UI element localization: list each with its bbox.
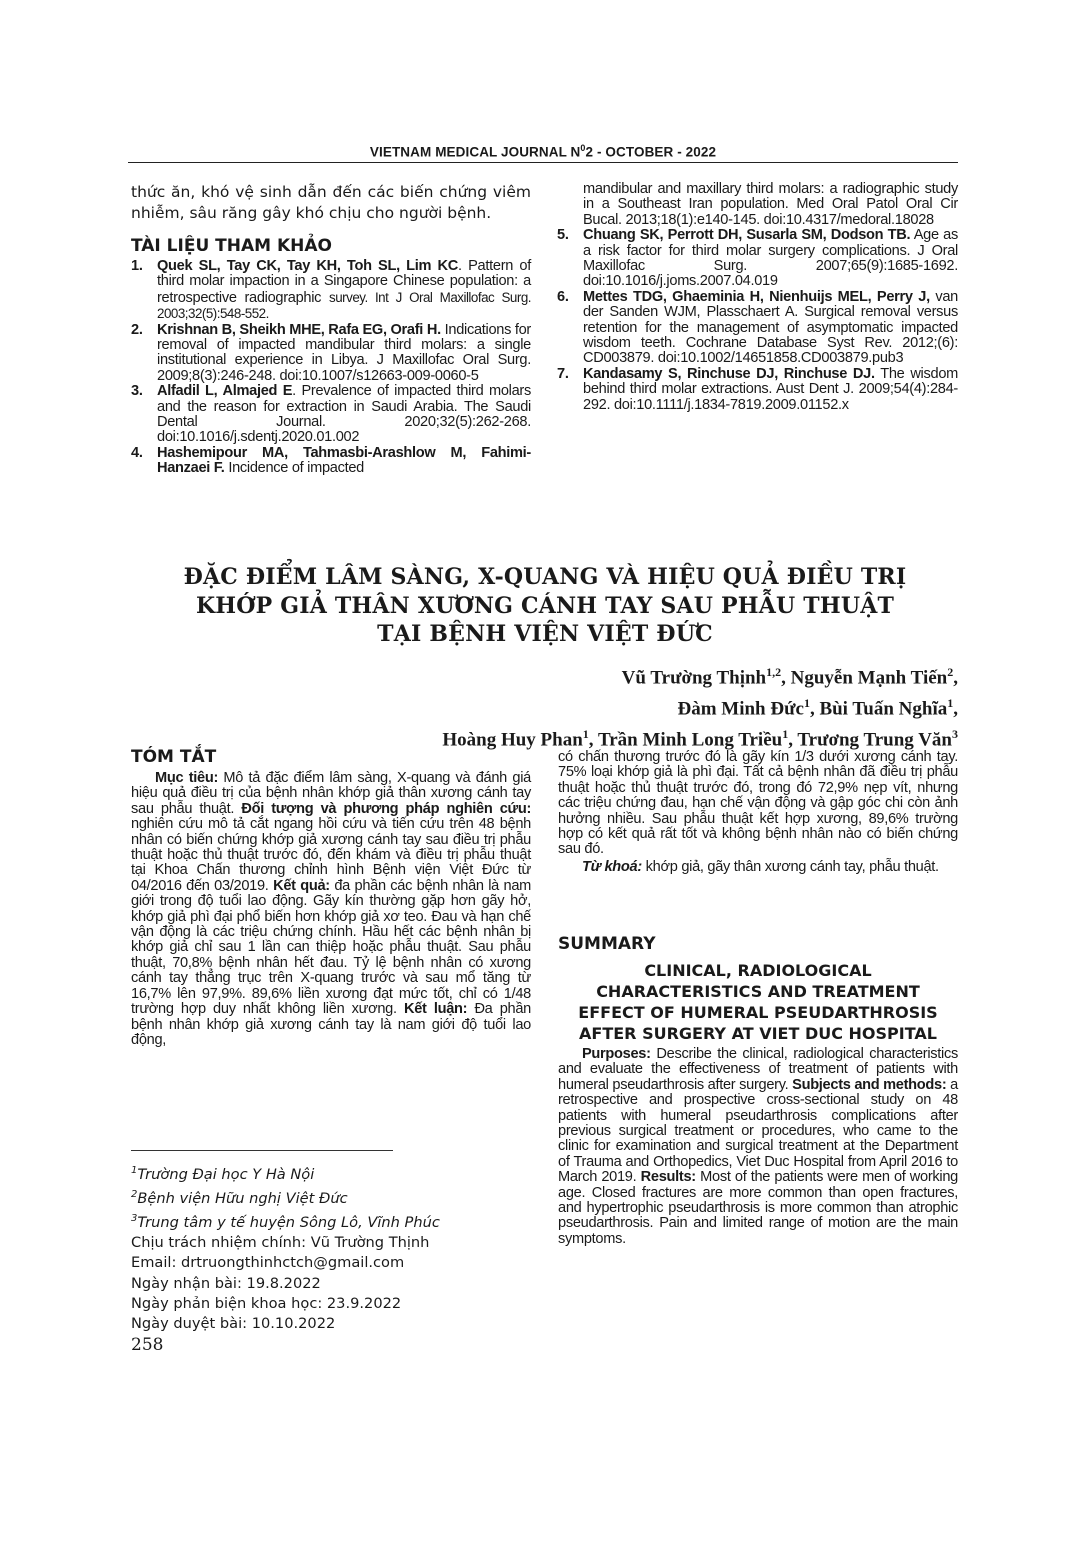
reference-text: The wisdom behind third molar extractions. Aust Dent J. 2009;54(4):284-292. doi:10.1111/j.1834-7819.2009.01152.x (583, 365, 958, 413)
keywords-text: khớp giả, gãy thân xương cánh tay, phẫu thuật. (641, 858, 939, 875)
reviewed-date: Ngày phản biện khoa học: 23.9.2022 (131, 1294, 402, 1312)
header-rule (128, 162, 958, 163)
conclusion-text: Đa phần bệnh nhân khớp giả xương cánh tay là nam giới độ tuổi lao động, (131, 1001, 531, 1048)
page-number: 258 (131, 1335, 164, 1355)
journal-no-sup: 0 (580, 143, 586, 153)
author-name: Bùi Tuấn Nghĩa (819, 698, 948, 720)
author-affiliation: 3 (952, 726, 958, 741)
reference-number: 5. (557, 227, 569, 244)
references-list-right (557, 181, 958, 413)
abstract-vi-paragraph (131, 771, 531, 1048)
reference-text: Indications for removal of impacted mandibular third molars: a single institutional experience in Libya. J Maxillofac Oral Surg. 2009;8(3):246-248. doi:10.1007/s12663-009-0060-5 (157, 321, 531, 384)
reference-authors: Hashemipour MA, Tahmasbi-Arashlow M, Fahimi-Hanzaei F. (157, 444, 531, 477)
author-name: Trần Minh Long Triều (597, 728, 783, 750)
article-title-line: TẠI BỆNH VIỆN VIỆT ĐỨC (377, 621, 713, 647)
reference-authors: Kandasamy S, Rinchuse DJ, Rinchuse DJ. (583, 365, 875, 382)
reference-authors: Alfadil L, Almajed E (157, 383, 293, 400)
author-name: Nguyễn Mạnh Tiến (790, 667, 948, 689)
abstract-vi-heading: TÓM TẮT (131, 747, 217, 767)
reference-item (131, 259, 531, 323)
results-label: Kết quả: (273, 877, 330, 894)
references-heading: TÀI LIỆU THAM KHẢO (131, 236, 332, 256)
article-title-line: KHỚP GIẢ THÂN XƯƠNG CÁNH TAY SAU PHẪU THUẬT (195, 592, 895, 619)
accepted-date: Ngày duyệt bài: 10.10.2022 (131, 1315, 336, 1332)
affiliation-footnote: $^1$Trường Đại học Y Hà Nội (131, 1165, 315, 1183)
keywords-label: Từ khoá: (582, 858, 642, 875)
article-title-line: ĐẶC ĐIỂM LÂM SÀNG, X-QUANG VÀ HIỆU QUẢ ĐIỀU TRỊ (183, 564, 907, 590)
reference-item (131, 323, 531, 385)
journal-issue: 2 - OCTOBER - 2022 (585, 144, 717, 160)
reference-text: van der Sanden WJM, Plasschaert A. Surgical removal versus retention for the management of asymptomatic impacted wisdom teeth. Cochrane Database Syst Rev. 2012;(6): CD003879. doi:10.1002/14651858.CD003879.pub3 (583, 288, 958, 367)
author-affiliation: 1 (803, 695, 810, 710)
summary-heading: SUMMARY (558, 934, 656, 954)
contact-email: Email: drtruongthinhctch@gmail.com (131, 1254, 405, 1272)
author-affiliation: 1 (947, 695, 954, 710)
affiliation-footnote: $^2$Bệnh viện Hữu nghị Việt Đức (131, 1189, 348, 1207)
reference-extra: survey. Int J Oral Maxillofac Surg. 2003;32(5):548-552. (157, 289, 532, 322)
methods-label: Đối tượng và phương pháp nghiên cứu: (241, 800, 532, 817)
reference-text: . Prevalence of impacted third molars and the reason for extraction in Saudi Arabia. The Saudi Dental Journal. 2020;32(5):262-268. doi:10.1016/j.sdentj.2020.01.002 (157, 383, 531, 446)
author-list: Vũ Trường Thịnh$^{1,2}$, Nguyễn Mạnh Tiến$^2$, Đàm Minh Đức$^1$, Bùi Tuấn Nghĩa$^1$, Hoàng Huy Phan$^1$, Trần Minh Long Triều$^1$, Trương Trung Văn$^3$ (442, 665, 958, 750)
results-text: đa phần các bệnh nhân là nam giới trong độ tuổi lao động. Gãy kín thường gặp hơn gãy hở, khớp giả phì đại phổ biến hơn khớp giả xơ teo. Đau và hạn chế vận động là các triệu chứng chính. Hầu hết các bệnh nhân bị khớp giả chỉ sau 1 lần can thiệp hoặc phẫu thuật. Sau phẫu thuật, 70,8% bệnh nhân hết đau. Tỷ lệ bệnh nhân có xương cánh tay thẳng trục trên X-quang trước và sau mổ tăng từ 16,7% lên 97,9%. 89,6% liền xương đạt mức tốt, chỉ có 1/48 trường hợp duy nhất không liền xương. (131, 877, 531, 1018)
author-name: Đàm Minh Đức (677, 698, 804, 720)
author-name: Vũ Trường Thịnh (621, 667, 767, 689)
conclusion-label: Kết luận: (403, 1001, 468, 1018)
author-affiliation: 1 (782, 726, 789, 741)
abstract-vi-continuation (558, 750, 958, 875)
footnotes (131, 1161, 440, 1334)
objective-text: Mô tả đặc điểm lâm sàng, X-quang và đánh giá hiệu quả điều trị của bệnh nhân khớp giả thân xương cánh tay sau phẫu thuật. (131, 770, 531, 817)
en-methods-text: a retrospective and prospective cross-sectional study on 48 patients with humeral pseudarthrosis complications after previous surgical treatment or procedures, who came to the clinic for examination and surgical treatment at the Department of Trauma and Orthopedics, Viet Duc Hospital from April 2016 to March 2019. (558, 1076, 958, 1186)
reference-number: 6. (557, 288, 569, 305)
journal-name: VIETNAM MEDICAL JOURNAL N (369, 144, 581, 160)
responsible-author: Chịu trách nhiệm chính: Vũ Trường Thịnh (131, 1234, 430, 1252)
journal-header (128, 143, 958, 160)
reference-item (131, 384, 531, 446)
reference-number: 7. (557, 365, 569, 382)
author-name: Hoàng Huy Phan (442, 728, 583, 750)
reference-item (131, 446, 531, 477)
reference-item (557, 367, 958, 413)
reference-authors: Mettes TDG, Ghaeminia H, Nienhuijs MEL, Perry J, (583, 288, 930, 305)
reference-text: Age as a risk factor for third molar surgery complications. J Oral Maxillofac Surg. 2007;65(9):1685-1692. doi:10.1016/j.joms.2007.04.019 (583, 227, 958, 290)
received-date: Ngày nhận bài: 19.8.2022 (131, 1274, 321, 1292)
footnote-rule (131, 1150, 393, 1151)
en-results-label: Results: (640, 1169, 696, 1186)
conclusion-continuation: có chấn thương trước đó là gãy kín 1/3 dưới xương cánh tay. 75% loại khớp giả là phì đại. Tất cả bệnh nhân đã điều trị phẫu thuật hoặc thủ thuật trước đó, trong đó 72,9% nẹp vít, nhưng các triệu chứng đau, hạn chế vận động và gập góc chi còn ảnh hưởng nhiều. Sau phẫu thuật kết hợp xương, 89,6% trường hợp có kết quả rất tốt và không bệnh nhân nào có biến chứng sau đó. (558, 749, 958, 858)
keywords-line (558, 860, 958, 875)
purposes-label: Purposes: (582, 1046, 651, 1062)
reference-continuation: mandibular and maxillary third molars: a radiographic study in a Southeast Iran population. Med Oral Patol Oral Cir Bucal. 2013;18(1):e140-145. doi:10.4317/medoral.18028 (583, 181, 958, 228)
abstract-en-paragraph (558, 1047, 958, 1247)
methods-text: nghiên cứu mô tả cắt ngang hồi cứu và tiến cứu trên 48 bệnh nhân có biến chứng khớp giả xương cánh tay sau điều trị phẫu thuật hoặc thủ thuật trước đó, đến khám và điều trị phẫu thuật tại Khoa Chấn thương chỉnh hình Bệnh viện Việt Đức từ 04/2016 đến 03/2019. (131, 816, 531, 894)
reference-number: 1. (131, 258, 143, 274)
en-results-text: Most of the patients were men of working age. Closed fractures are more common than open fractures, and hypertrophic pseudarthrosis is more common than atrophic pseudarthrosis. Pain and limited range of motion are the main symptoms. (558, 1169, 958, 1247)
author-affiliation: 1 (582, 726, 589, 741)
reference-number: 4. (131, 444, 143, 461)
reference-number: 3. (131, 383, 143, 400)
reference-authors: Krishnan B, Sheikh MHE, Rafa EG, Orafi H. (157, 321, 441, 338)
author-affiliation: 2 (947, 665, 954, 679)
english-title: CLINICAL, RADIOLOGICAL CHARACTERISTICS AND TREATMENT EFFECT OF HUMERAL PSEUDARTHROSIS AFTER SURGERY AT VIET DUC HOSPITAL (578, 961, 938, 1043)
reference-number: 2. (131, 321, 143, 338)
references-list-left (131, 259, 531, 477)
article-title (150, 563, 940, 649)
reference-text: . Pattern of third molar impaction in a Singapore Chinese population: a retrospective radiographic (157, 258, 531, 306)
purposes-text: Describe the clinical, radiological characteristics and evaluate the effectiveness of treatment of patients with humeral pseudarthrosis after surgery. (558, 1046, 958, 1093)
author-affiliation: 1,2 (766, 665, 782, 679)
affiliation-footnote: $^3$Trung tâm y tế huyện Sông Lô, Vĩnh Phúc (131, 1213, 440, 1231)
en-methods-label: Subjects and methods: (792, 1076, 947, 1093)
reference-item (557, 228, 958, 290)
reference-authors: Chuang SK, Perrott DH, Susarla SM, Dodson TB. (583, 227, 911, 244)
author-name: Trương Trung Văn (797, 728, 952, 750)
reference-authors: Quek SL, Tay CK, Tay KH, Toh SL, Lim KC (157, 258, 459, 274)
reference-text: Incidence of impacted (224, 460, 364, 477)
reference-item (557, 290, 958, 367)
intro-tail-paragraph: thức ăn, khó vệ sinh dẫn đến các biến chứng viêm nhiễm, sâu răng gây khó chịu cho người bệnh. (131, 183, 531, 222)
objective-label: Mục tiêu: (155, 770, 219, 786)
